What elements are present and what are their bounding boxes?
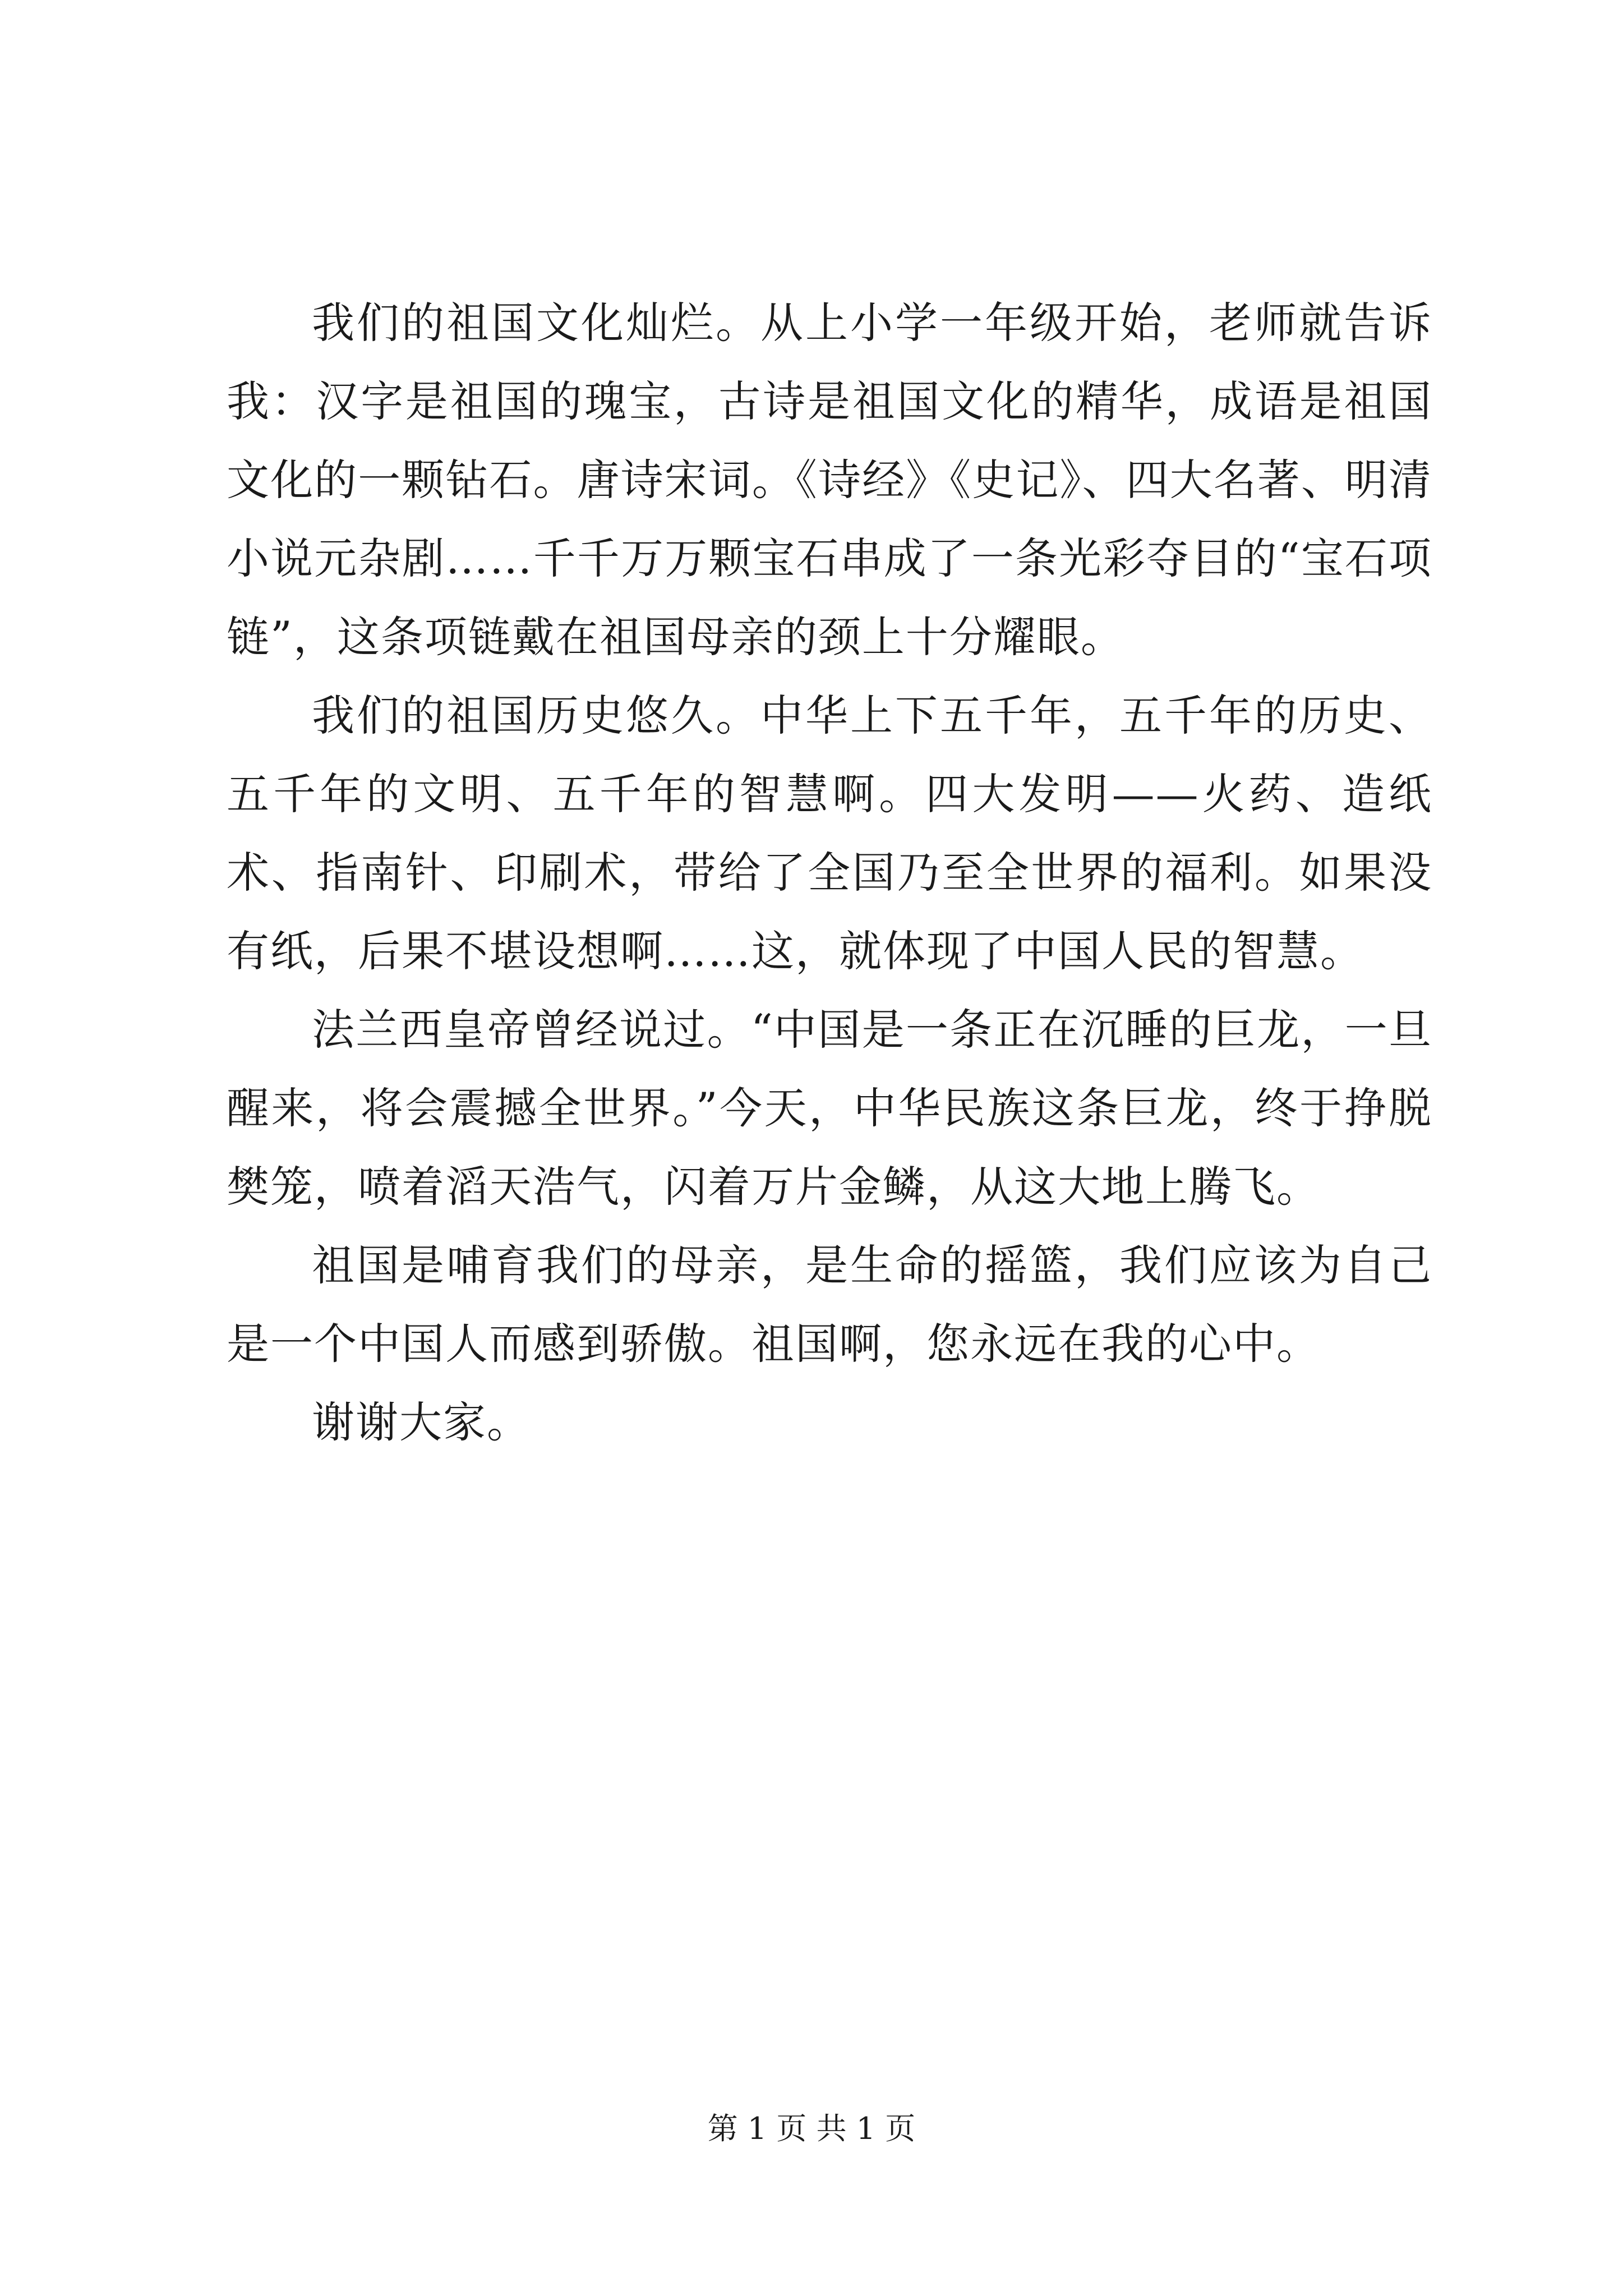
document-body bbox=[227, 284, 1432, 1462]
page-footer: 第 1 页 共 1 页 bbox=[707, 2111, 916, 2146]
paragraph-motherland: 祖国是哺育我们的母亲，是生命的摇篮，我们应该为自己是一个中国人而感到骄傲。祖国啊，您永远在我的心中。 bbox=[227, 1240, 1432, 1369]
paragraph-history: 我们的祖国历史悠久。中华上下五千年，五千年的历史、五千年的文明、五千年的智慧啊。四大发明——火药、造纸术、指南针、印刷术，带给了全国乃至全世界的福利。如果没有纸，后果不堪设想啊……这，就体现了中国人民的智慧。 bbox=[227, 691, 1432, 976]
paragraph-thanks: 谢谢大家。 bbox=[312, 1397, 531, 1447]
paragraph-dragon-quote: 法兰西皇帝曾经说过。“中国是一条正在沉睡的巨龙，一旦醒来，将会震撼全世界。”今天，中华民族这条巨龙，终于挣脱樊笼，喷着滔天浩气，闪着万片金鳞，从这大地上腾飞。 bbox=[227, 1005, 1432, 1212]
paragraph-culture: 我们的祖国文化灿烂。从上小学一年级开始，老师就告诉我：汉字是祖国的瑰宝，古诗是祖国文化的精华，成语是祖国文化的一颗钻石。唐诗宋词。《诗经》《史记》、四大名著、明清小说元杂剧……千千万万颗宝石串成了一条光彩夺目的“宝石项链”，这条项链戴在祖国母亲的颈上十分耀眼。 bbox=[227, 298, 1432, 662]
